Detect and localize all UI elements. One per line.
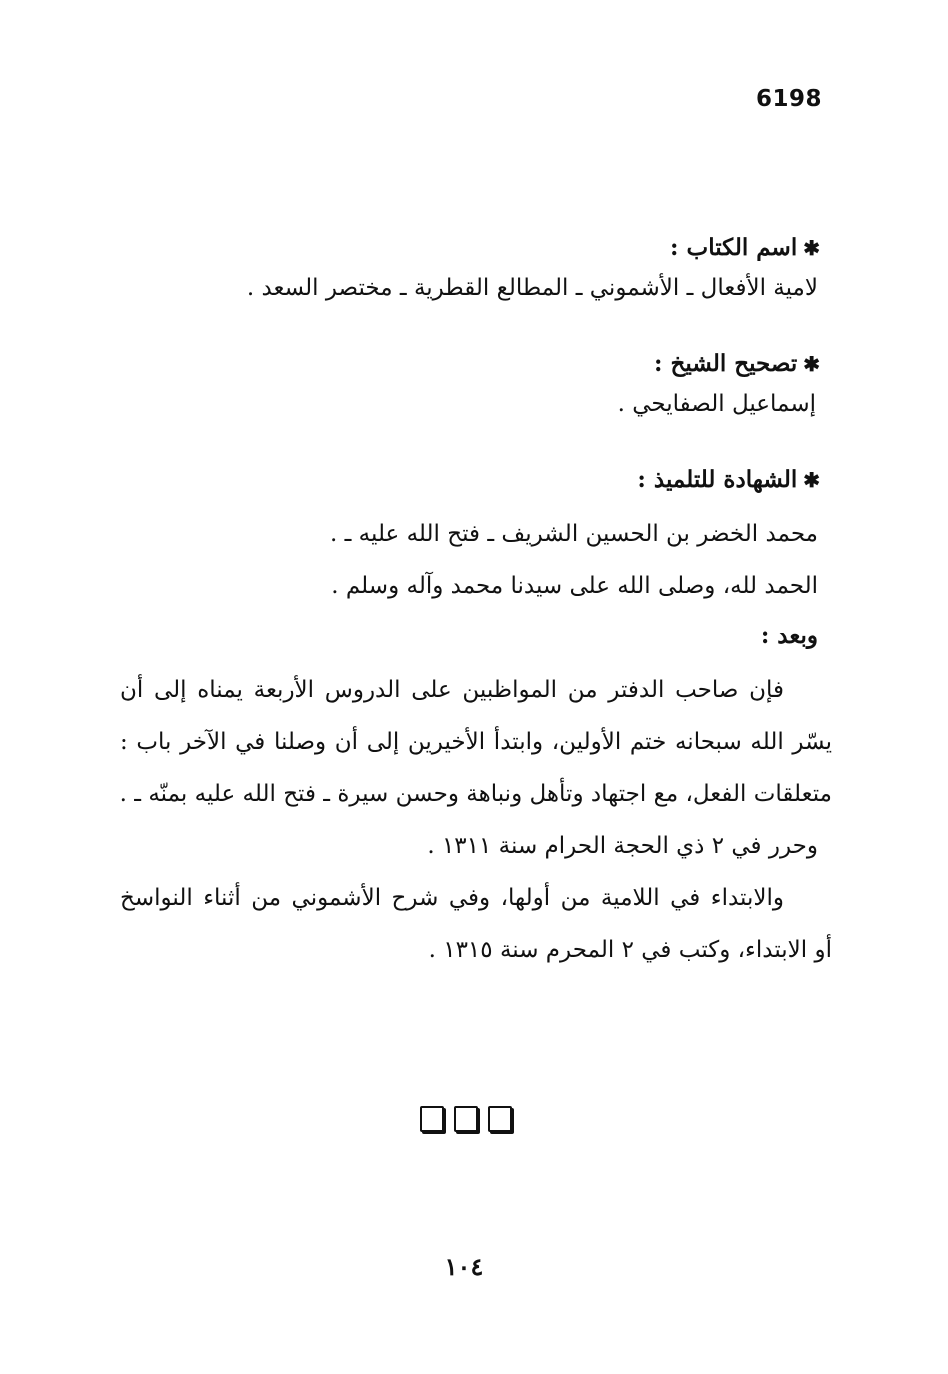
square-box-icon	[420, 1106, 444, 1132]
correction-heading-text: تصحيح الشيخ :	[654, 350, 798, 377]
square-box-icon	[488, 1106, 512, 1132]
correction-heading	[120, 344, 820, 384]
praise-line: الحمد لله، وصلى الله على سيدنا محمد وآله وسلم .	[331, 573, 818, 599]
paragraph-line: فإن صاحب الدفتر من المواظبين على الدروس الأربعة يمناه إلى أن	[120, 677, 784, 703]
certificate-heading	[120, 460, 820, 500]
page-content	[119, 228, 832, 976]
book-title-heading	[120, 228, 820, 268]
paragraph-line: متعلقات الفعل، مع اجتهاد وتأهل ونباهة وحسن سيرة ـ فتح الله عليه بمنّه ـ .	[119, 781, 832, 807]
document-id: 6198	[755, 86, 822, 112]
book-title-heading-text: اسم الكتاب :	[670, 234, 798, 261]
certificate-heading-text: الشهادة للتلميذ :	[637, 466, 798, 493]
paragraph-line: يسّر الله سبحانه ختم الأولين، وابتدأ الأخيرين إلى أن وصلنا في الآخر باب :	[120, 729, 832, 755]
student-name: محمد الخضر بن الحسين الشريف ـ فتح الله عليه ـ .	[330, 521, 818, 547]
closing-paragraph	[120, 872, 832, 976]
certificate-paragraph	[120, 664, 832, 820]
book-title-value: لامية الأفعال ـ الأشموني ـ المطالع القطرية ـ مختصر السعد .	[246, 275, 818, 301]
closing-line: أو الابتداء، وكتب في ٢ المحرم سنة ١٣١٥ .	[428, 937, 832, 963]
date-line: وحرر في ٢ ذي الحجة الحرام سنة ١٣١١ .	[427, 833, 818, 859]
correction-value: إسماعيل الصفايحي .	[617, 391, 816, 417]
asterisk-icon: ✱	[803, 352, 820, 376]
square-box-icon	[454, 1106, 478, 1132]
page-number: ١٠٤	[444, 1252, 484, 1281]
closing-line: والابتداء في اللامية من أولها، وفي شرح الأشموني من أثناء النواسخ	[120, 885, 784, 911]
after-heading: وبعد :	[760, 622, 818, 649]
asterisk-icon: ✱	[803, 236, 820, 260]
three-square-boxes-icon	[420, 1106, 512, 1132]
asterisk-icon: ✱	[803, 468, 820, 492]
